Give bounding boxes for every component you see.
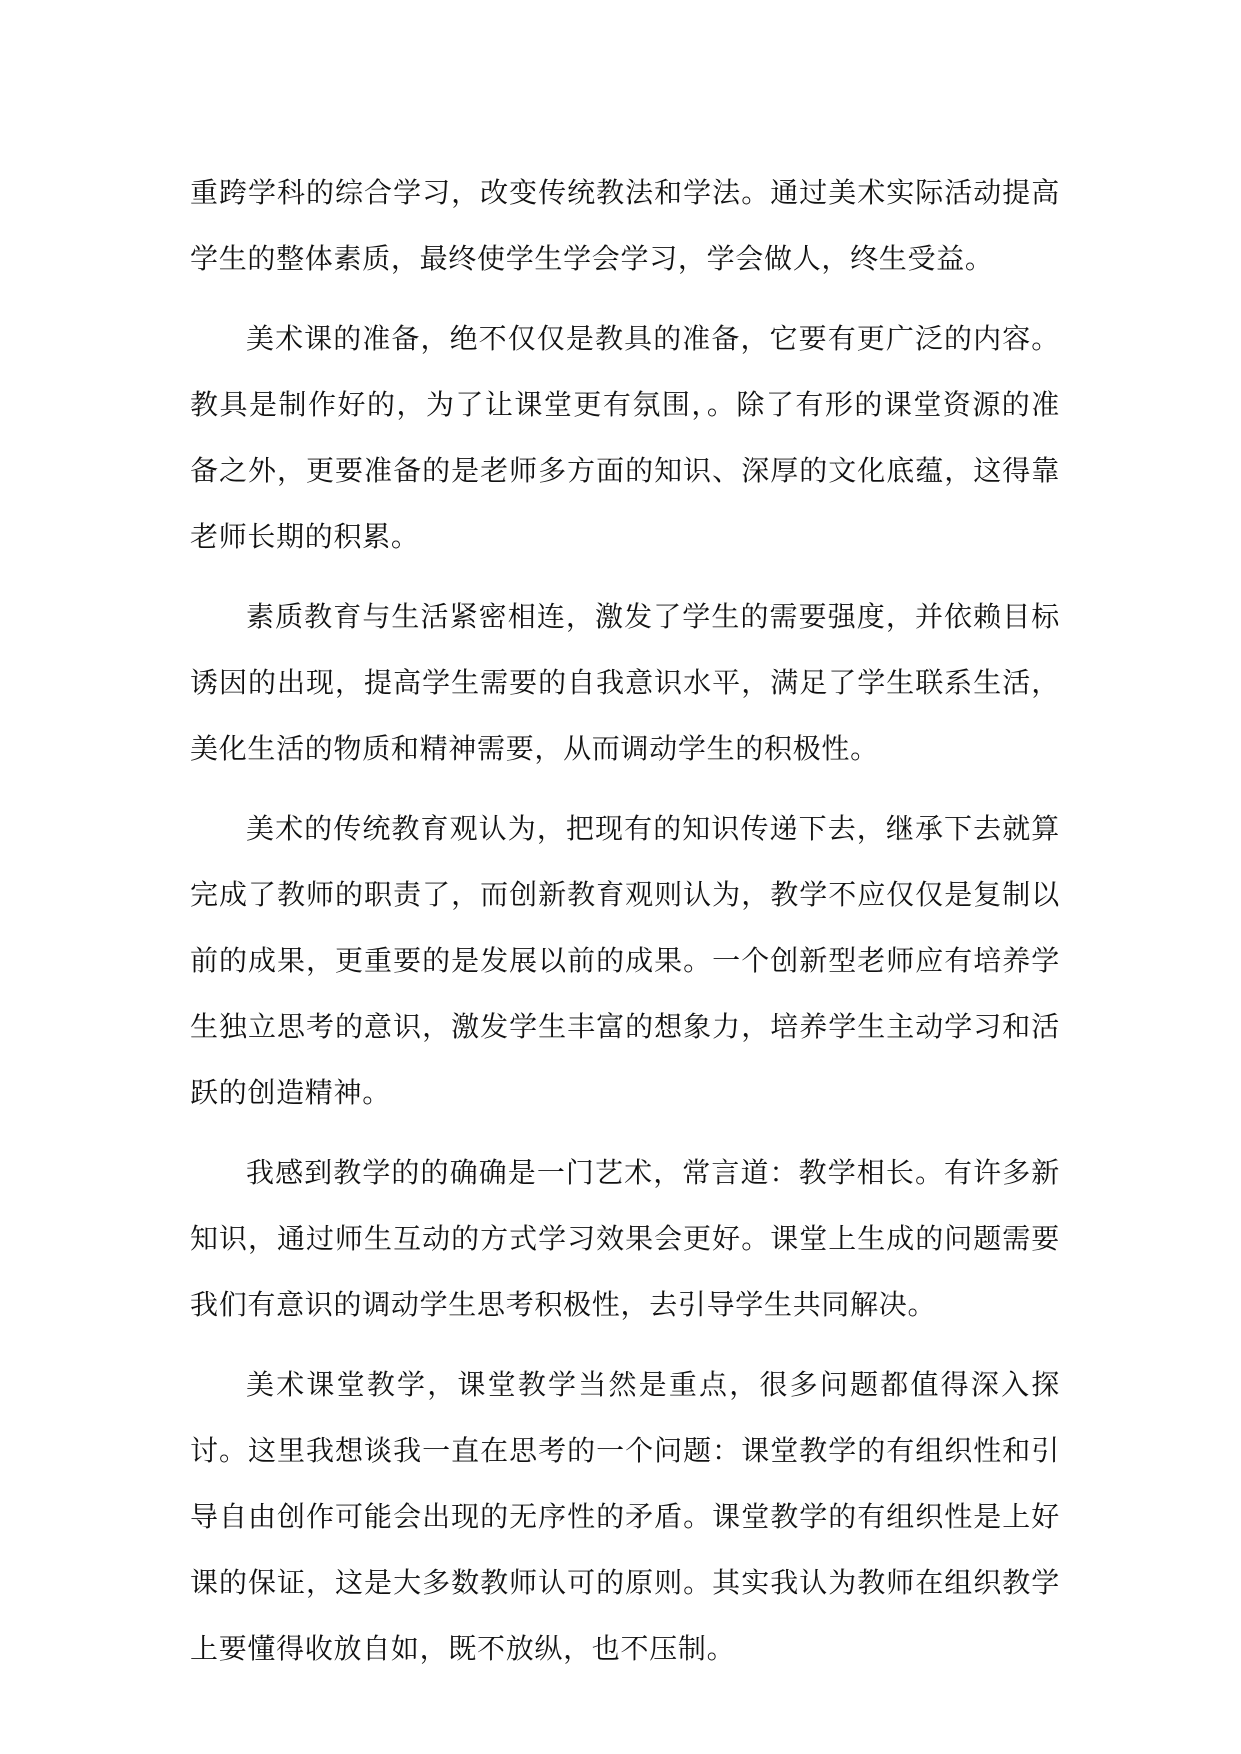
- paragraph-6: 美术课堂教学，课堂教学当然是重点，很多问题都值得深入探讨。这里我想谈我一直在思考的一个问题：课堂教学的有组织性和引导自由创作可能会出现的无序性的矛盾。课堂教学的有组织性是上好课的保证，这是大多数教师认可的原则。其实我认为教师在组织教学上要懂得收放自如，既不放纵，也不压制。: [190, 1368, 1060, 1665]
- paragraph-1: 重跨学科的综合学习，改变传统教法和学法。通过美术实际活动提高学生的整体素质，最终使学生学会学习，学会做人，终生受益。: [190, 176, 1060, 275]
- paragraph-5: 我感到教学的的确确是一门艺术，常言道：教学相长。有许多新知识，通过师生互动的方式学习效果会更好。课堂上生成的问题需要我们有意识的调动学生思考积极性，去引导学生共同解决。: [190, 1156, 1060, 1321]
- paragraph-4: 美术的传统教育观认为，把现有的知识传递下去，继承下去就算完成了教师的职责了，而创新教育观则认为，教学不应仅仅是复制以前的成果，更重要的是发展以前的成果。一个创新型老师应有培养学生独立思考的意识，激发学生丰富的想象力，培养学生主动学习和活跃的创造精神。: [190, 812, 1060, 1109]
- paragraph-3: 素质教育与生活紧密相连，激发了学生的需要强度，并依赖目标诱因的出现，提高学生需要的自我意识水平，满足了学生联系生活，美化生活的物质和精神需要，从而调动学生的积极性。: [190, 600, 1060, 765]
- paragraph-2: 美术课的准备，绝不仅仅是教具的准备，它要有更广泛的内容。教具是制作好的，为了让课堂更有氛围，。除了有形的课堂资源的准备之外，更要准备的是老师多方面的知识、深厚的文化底蕴，这得靠老师长期的积累。: [190, 322, 1060, 553]
- document-body: [190, 160, 1060, 1696]
